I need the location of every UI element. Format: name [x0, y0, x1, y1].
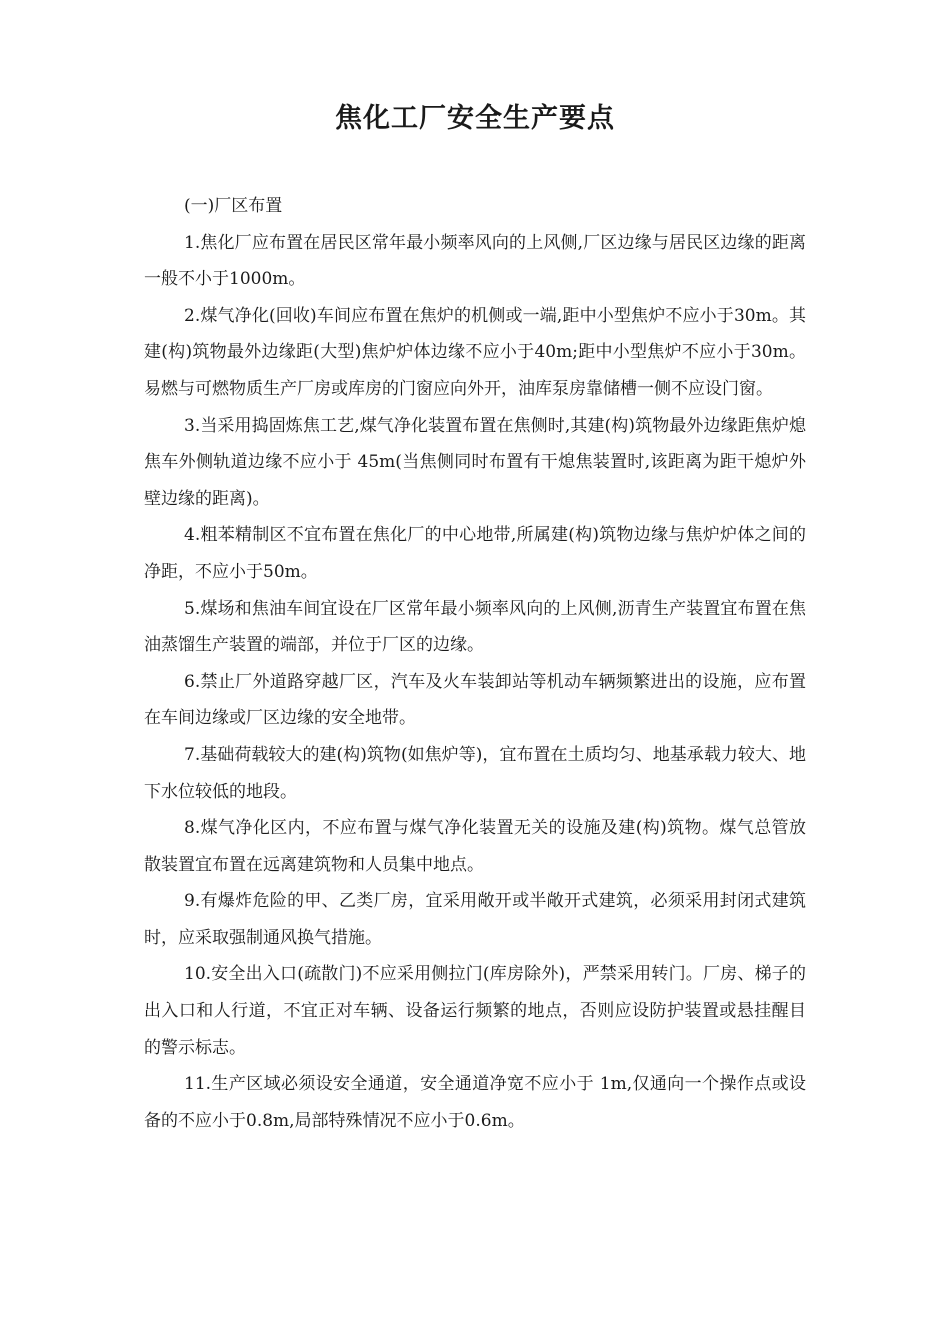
section-heading: (一)厂区布置 [184, 196, 283, 216]
paragraph-5: 5.煤场和焦油车间宜设在厂区常年最小频率风向的上风侧,沥青生产装置宜布置在焦油蒸馏生产装置的端部，并位于厂区的边缘。 [144, 598, 806, 656]
paragraph-3: 3.当采用捣固炼焦工艺,煤气净化装置布置在焦侧时,其建(构)筑物最外边缘距焦炉熄焦车外侧轨道边缘不应小于 45m(当焦侧同时布置有干熄焦装置时,该距离为距干熄炉外壁边缘的距离)。 [144, 415, 806, 509]
paragraph-7: 7.基础荷载较大的建(构)筑物(如焦炉等)，宜布置在土质均匀、地基承载力较大、地下水位较低的地段。 [144, 744, 806, 802]
paragraph-9: 9.有爆炸危险的甲、乙类厂房，宜采用敞开或半敞开式建筑，必须采用封闭式建筑时，应采取强制通风换气措施。 [144, 891, 806, 948]
document-body [144, 188, 806, 1139]
document-title: 焦化工厂安全生产要点 [335, 103, 615, 134]
paragraph-8: 8.煤气净化区内，不应布置与煤气净化装置无关的设施及建(构)筑物。煤气总管放散装置宜布置在远离建筑物和人员集中地点。 [144, 818, 806, 875]
paragraph-1: 1.焦化厂应布置在居民区常年最小频率风向的上风侧,厂区边缘与居民区边缘的距离一般不小于1000m。 [144, 232, 806, 290]
paragraph-11: 11.生产区域必须设安全通道，安全通道净宽不应小于 1m,仅通向一个操作点或设备的不应小于0.8m,局部特殊情况不应小于0.6m。 [144, 1074, 806, 1131]
paragraph-4: 4.粗苯精制区不宜布置在焦化厂的中心地带,所属建(构)筑物边缘与焦炉炉体之间的净距，不应小于50m。 [144, 525, 806, 582]
paragraph-10: 10.安全出入口(疏散门)不应采用侧拉门(库房除外)，严禁采用转门。厂房、梯子的出入口和人行道，不宜正对车辆、设备运行频繁的地点，否则应设防护装置或悬挂醒目的警示标志。 [144, 964, 806, 1058]
paragraph-6: 6.禁止厂外道路穿越厂区，汽车及火车装卸站等机动车辆频繁进出的设施，应布置在车间边缘或厂区边缘的安全地带。 [144, 671, 806, 729]
paragraph-2: 2.煤气净化(回收)车间应布置在焦炉的机侧或一端,距中小型焦炉不应小于30m。其建(构)筑物最外边缘距(大型)焦炉炉体边缘不应小于40m;距中小型焦炉不应小于30m。易燃与可燃物质生产厂房或库房的门窗应向外开，油库泵房靠储槽一侧不应设门窗。 [144, 305, 806, 399]
